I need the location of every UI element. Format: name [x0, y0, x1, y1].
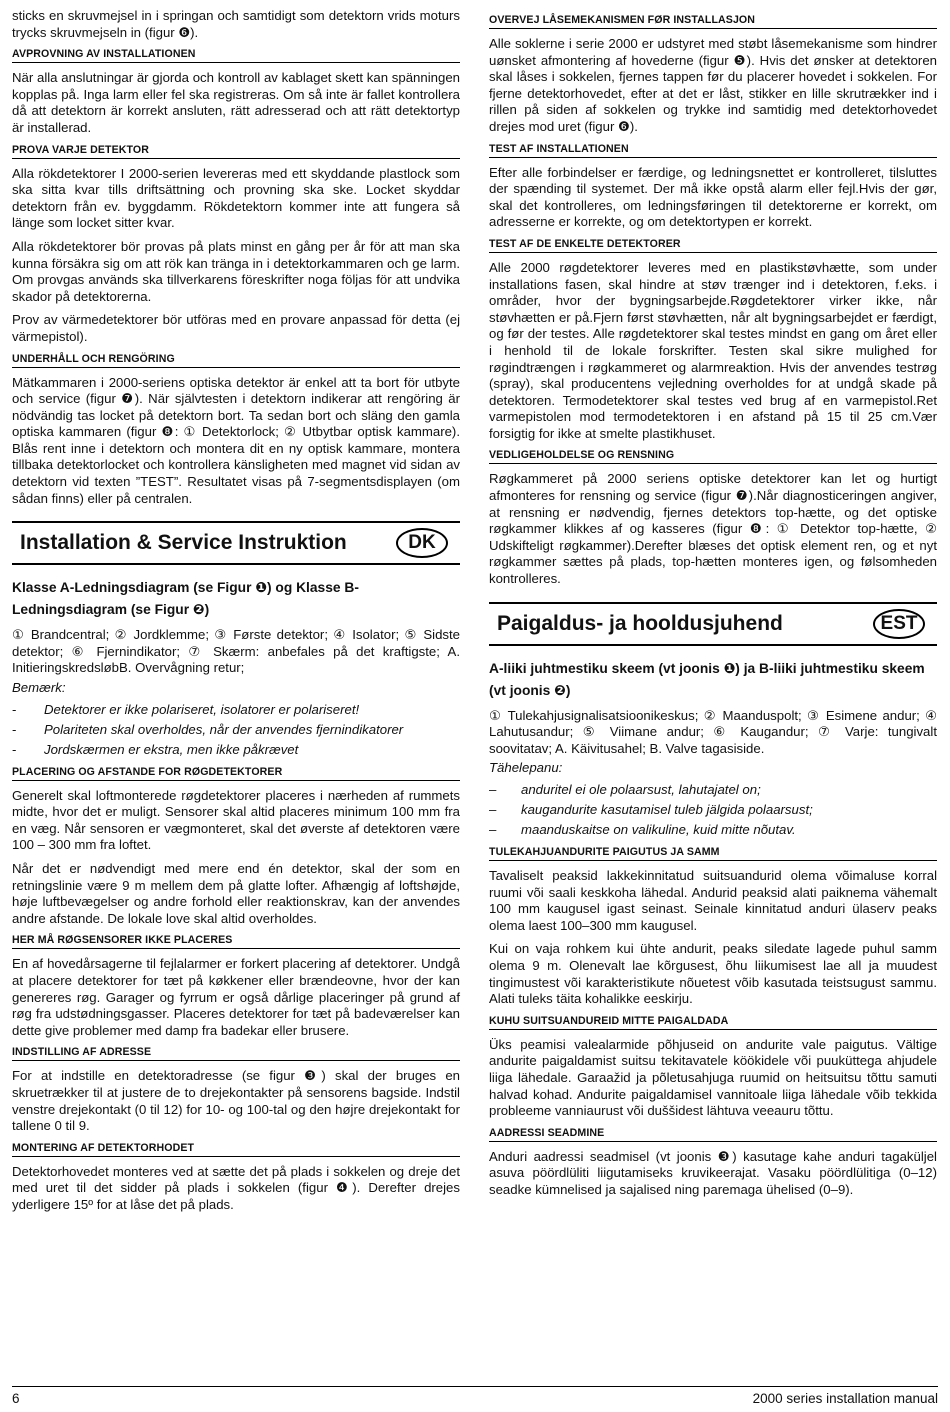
section-heading: KUHU SUITSUANDUREID MITTE PAIGALDADA [489, 1015, 937, 1030]
paragraph: For at indstille en detektoradresse (se figur ❸) skal der bruges en skruetrækker til at justere de to drejekontakter på sensorens bagside. Indstil venstre drejekontakt (0 til 12) for 10- og 100-tal og den højre drejekontakt for tallene 0 til 9. [12, 1068, 460, 1134]
dk-section [489, 238, 937, 443]
note-item: - Polariteten skal overholdes, når der anvendes fjernindikatorer [12, 721, 404, 737]
section-heading: UNDERHÅLL OCH RENGÖRING [12, 353, 460, 368]
paragraph: Mätkammaren i 2000-seriens optiska detektor är enkel att ta bort för utbyte och service (figur ❼). När självtesten i detektorn indikerar att rengöring är nödvändig tas locket på detektorn bort. Ta sedan bort och släng den gamla optiska kammaren (figur ❽: ① Detektorlock; ② Utbytbar optisk kammare). Blås rent inne i detektorn och montera dit en ny optisk kammare, montera tillbaka detektorlocket och kontrollera känsligheten med magnet vid sidan av detektorn vid texten ”TEST”. Resultatet visas på 7-segmentsdisplayen (om sådan finns) eller på centralen. [12, 374, 460, 506]
dk-note-label: Bemærk: [12, 680, 66, 696]
note-item: - Jordskærmen er ekstra, men ikke påkrævet [12, 741, 299, 757]
dk-section-title: Installation & Service Instruktion [20, 531, 347, 555]
est-wiring-legend: ① Tulekahjusignalisatsioonikeskus; ② Maanduspolt; ③ Esimene andur; ④ Lahutusandur; ⑤ Viimane andur; ⑥ Kaugandur; ⑦ Varje: tungivalt soovitatav; A. Käivitusahel; B. Valve tagasiside. [489, 707, 937, 756]
note-item: – maanduskaitse on valikuline, kuid mitte nõutav. [489, 822, 796, 837]
paragraph: Prov av värmedetektorer bör utföras med en provare anpassad för detta (ej värmepistol). [12, 312, 460, 344]
paragraph: Alle soklerne i serie 2000 er udstyret med støbt låsemekanisme som hindrer uønsket afmontering af hovederne (figur ❺). Hvis det ønsker at detektoren skal låses i sokkelen, fjernes tappen før du placerer hovedet i sokkelen. For fjerne detektorhovedet, efter at det er låst, stikker en lille skrutrækker ind i rillen på siden af sokkelen og trykke ind samtidig med detektorhovedet drejes mod uret (figur ❻). [489, 36, 937, 134]
dk-note-list [12, 700, 460, 760]
note-item: – kaugandurite kasutamisel tuleb jälgida polaarsust; [489, 802, 813, 817]
paragraph: Alla rökdetektorer bör provas på plats minst en gång per år för att man ska kunna försäkra sig om att rök kan tränga in i detektorkammaren och ge larm. Om provgas används ska tillverkarens föreskrifter noga följas för att undvika skador på detektorerna. [12, 238, 460, 304]
dk-language-badge: DK [396, 528, 448, 558]
note-item: - Detektorer er ikke polariseret, isolatorer er polariseret! [12, 701, 360, 717]
dk-section [489, 14, 937, 136]
paragraph: Üks peamisi valealarmide põhjuseid on andurite vale paigutus. Vältige andurite paigaldamist suitsu tekitavatele köökidele või puuküttega ahjudele liiga lähedale. Garaažid ja põletusahjuga ruumid on heitsuitsu tõttu samuti halvad kohad. Andurite paigaldamisel vannitoale liiga lähedale võib tekkida probleeme vanniaurust või duššidest lähtuva veeauru tõttu. [489, 1036, 937, 1119]
dk-wiring-subtitle: Klasse A-Ledningsdiagram (se Figur ❶) og Klasse B-Ledningsdiagram (se Figur ❷) [12, 580, 359, 618]
section-heading: AVPROVNING AV INSTALLATIONEN [12, 48, 460, 63]
paragraph: Kui on vaja rohkem kui ühte andurit, peaks siledate lagede puhul samm olema 9 m. Olenevalt lae kõrgusest, õhu liikumisest lae all ja muudest tingimustest või karakteristikute nõuetest võib kasutada teistsugust sammu. Alati tuleks täita kohalikke eeskirju. [489, 941, 937, 1007]
est-note-label: Tähelepanu: [489, 760, 563, 776]
paragraph: Generelt skal loftmonterede røgdetektorer placeres i nærheden af rummets midte, hvor det er muligt. Sensorer skal altid placeres minimum 100 mm fra en væg. Når sensoren er vægmonteret, skal det øverste af detektoren være 100 – 300 mm fra loftet. [12, 787, 460, 853]
note-item: – anduritel ei ole polaarsust, lahutajatel on; [489, 782, 761, 797]
paragraph: Tavaliselt peaksid lakkekinnitatud suitsuandurid olema võimaluse korral ruumi või saali keskkoha lähedal. Andurid peaksid alati paiknema vähemalt 100 mm kaugusel igast seinast. Seinale kinnitatud anduri ülaserv peaks olema laest 100–300 mm kaugusel. [489, 868, 937, 933]
est-section-title: Paigaldus- ja hooldusjuhend [497, 611, 783, 635]
dk-section [12, 934, 460, 1039]
right-column [489, 8, 937, 1206]
paragraph: Detektorhovedet monteres ved at sætte det på plads i sokkelen og dreje det med uret til det sidder på plads i sokkelen (figur ❹). Derefter drejes yderligere 15º for at låse det på plads. [12, 1163, 460, 1212]
section-heading: INDSTILLING AF ADRESSE [12, 1046, 460, 1061]
dk-section [489, 449, 937, 587]
section-heading: AADRESSI SEADMINE [489, 1127, 937, 1142]
paragraph: Efter alle forbindelser er færdige, og ledningsnettet er kontrolleret, tilsluttes der spænding til systemet. Der må ikke opstå alarm eller fejl.Hvis der gør, skal det kontrolleres, om ledningsføringen til detektorerne er korrekt, om adresserne er korrekte, og om detektortypen er korrekt. [489, 164, 937, 230]
paragraph: När alla anslutningar är gjorda och kontroll av kablaget skett kan spänningen kopplas på. Inga larm eller fel ska registreras. Om så inte är fallet kontrollera då att detektorn är korrekt ansluten, rätt adresserad och att rätt detektortyp är installerad. [12, 70, 460, 135]
paragraph: Alla rökdetektorer I 2000-serien levereras med ett skyddande plastlock som ska sitta kvar tills driftsättning och provning ska ske. Locket skyddar detektorn från ev. byggdamm. Rökdetektorn kommer inte att fungera så länge som locket sitter kvar. [12, 165, 460, 231]
left-column [12, 8, 460, 1221]
dk-banner [12, 521, 460, 565]
sv-section [12, 144, 460, 346]
section-heading: PROVA VARJE DETEKTOR [12, 144, 460, 159]
paragraph: Når det er nødvendigt med mere end én detektor, skal der som en retningslinie være 9 m mellem dem på glatte lofter. Afhængig af loftshøjde, høje luftbevægelser og andre forhold eller reaktionskrav, kan der anvendes andre afstande. De lokale love skal altid overholdes. [12, 861, 460, 926]
paragraph: Anduri aadressi seadmisel (vt joonis ❸) kasutage kahe anduri tagaküljel asuva pöördlüliti liigutamiseks kruvikeerajat. Vasaku pöördlülitiga (0–12) seadke kümnelised ja sajalised ning paremaga ühelised (0–9). [489, 1148, 937, 1197]
dk-section [12, 1142, 460, 1214]
paragraph: Alle 2000 røgdetektorer leveres med en plastikstøvhætte, som under installations fasen, skal hindre at støv trænger ind i detektoren, f.eks. i områder, hvor der bygningsarbejde.Røgdetektorer virker ikke, når støvhætten er på.Fjern først støvhætten, når alt bygningsarbejdet er færdigt, og før der testes. Alle røgdetektorer skal testes mindst en gang om året eller i henhold til de lokale forskrifter. Testen skal sikre mulighed for røgindtrængen i røgkammeret og alarmreaktion. Hvis der anvendes testrøg (spray), skal producentens vejledning overholdes for at undgå skade på detektoren. Termodetektorer skal testes ved brug af en varmepistol.Ret varmepistolen mod termodetektoren i en afstand på 15 til 25 cm.Vær forsigtig for ikke at smelte plastikhuset. [489, 259, 937, 441]
dk-section [12, 766, 460, 928]
section-heading: VEDLIGEHOLDELSE OG RENSNING [489, 449, 937, 464]
section-heading: MONTERING AF DETEKTORHODET [12, 1142, 460, 1157]
section-heading: TEST AF DE ENKELTE DETEKTORER [489, 238, 937, 253]
est-section [489, 1127, 937, 1199]
sv-section [12, 353, 460, 508]
dk-section [12, 1046, 460, 1134]
sv-sections [12, 48, 460, 507]
sv-section [12, 48, 460, 136]
est-language-badge: EST [873, 609, 925, 639]
page-footer [12, 1386, 938, 1406]
paragraph: En af hovedårsagerne til fejlalarmer er forkert placering af detektorer. Undgå at placere detektorer for tæt på køkkener eller brændeovne, hvor der kan genereres røg. Garager og fyrrum er også dårlige placeringer på grund af røg fra udstødningsgasser. Placeres detektorer for tæt på badeværelser kan dette give problemer med damp fra badekar eller brusere. [12, 956, 460, 1038]
est-section [489, 1015, 937, 1120]
manual-title: 2000 series installation manual [752, 1391, 938, 1406]
dk-wiring-legend: ① Brandcentral; ② Jordklemme; ③ Første detektor; ④ Isolator; ⑤ Sidste detektor; ⑥ Fjernindikator; ⑦ Skærm: anbefales på det kraftigste; A. InitieringskredsløbB. Overvågning retur; [12, 627, 460, 676]
est-wiring-subtitle: A-liiki juhtmestiku skeem (vt joonis ❶) ja B-liiki juhtmestiku skeem (vt joonis ❷) [489, 660, 925, 698]
est-note-list [489, 780, 937, 840]
section-heading: PLACERING OG AFSTANDE FOR RØGDETEKTORER [12, 766, 460, 781]
intro-paragraph: sticks en skruvmejsel in i springan och samtidigt som detektorn vrids moturs trycks skruvmejseln in (figur ❻). [12, 8, 460, 40]
est-section [489, 846, 937, 1008]
section-heading: TULEKAHJUANDURITE PAIGUTUS JA SAMM [489, 846, 937, 861]
section-heading: HER MÅ RØGSENSORER IKKE PLACERES [12, 934, 460, 949]
est-banner [489, 602, 937, 646]
dk-section [489, 143, 937, 231]
paragraph: Røgkammeret på 2000 seriens optiske detektorer kan let og hurtigt afmonteres for rensning og service (figur ❼).Når diagnosticeringen angiver, at rensning er nødvendig, fjernes detektors top-hætte, og det optiske røgkammer klikkes af og kasseres (figur ❽: ① Detektor top-hætte, ② Udskifteligt røgkammer).Derefter blæses det optisk element ren, og et nyt røgkammer sættes på plads, top-hætten monteres igen, og følsomheden kontrolleres. [489, 471, 937, 587]
section-heading: OVERVEJ LÅSEMEKANISMEN FØR INSTALLASJON [489, 14, 937, 29]
page-number: 6 [12, 1391, 20, 1406]
section-heading: TEST AF INSTALLATIONEN [489, 143, 937, 158]
